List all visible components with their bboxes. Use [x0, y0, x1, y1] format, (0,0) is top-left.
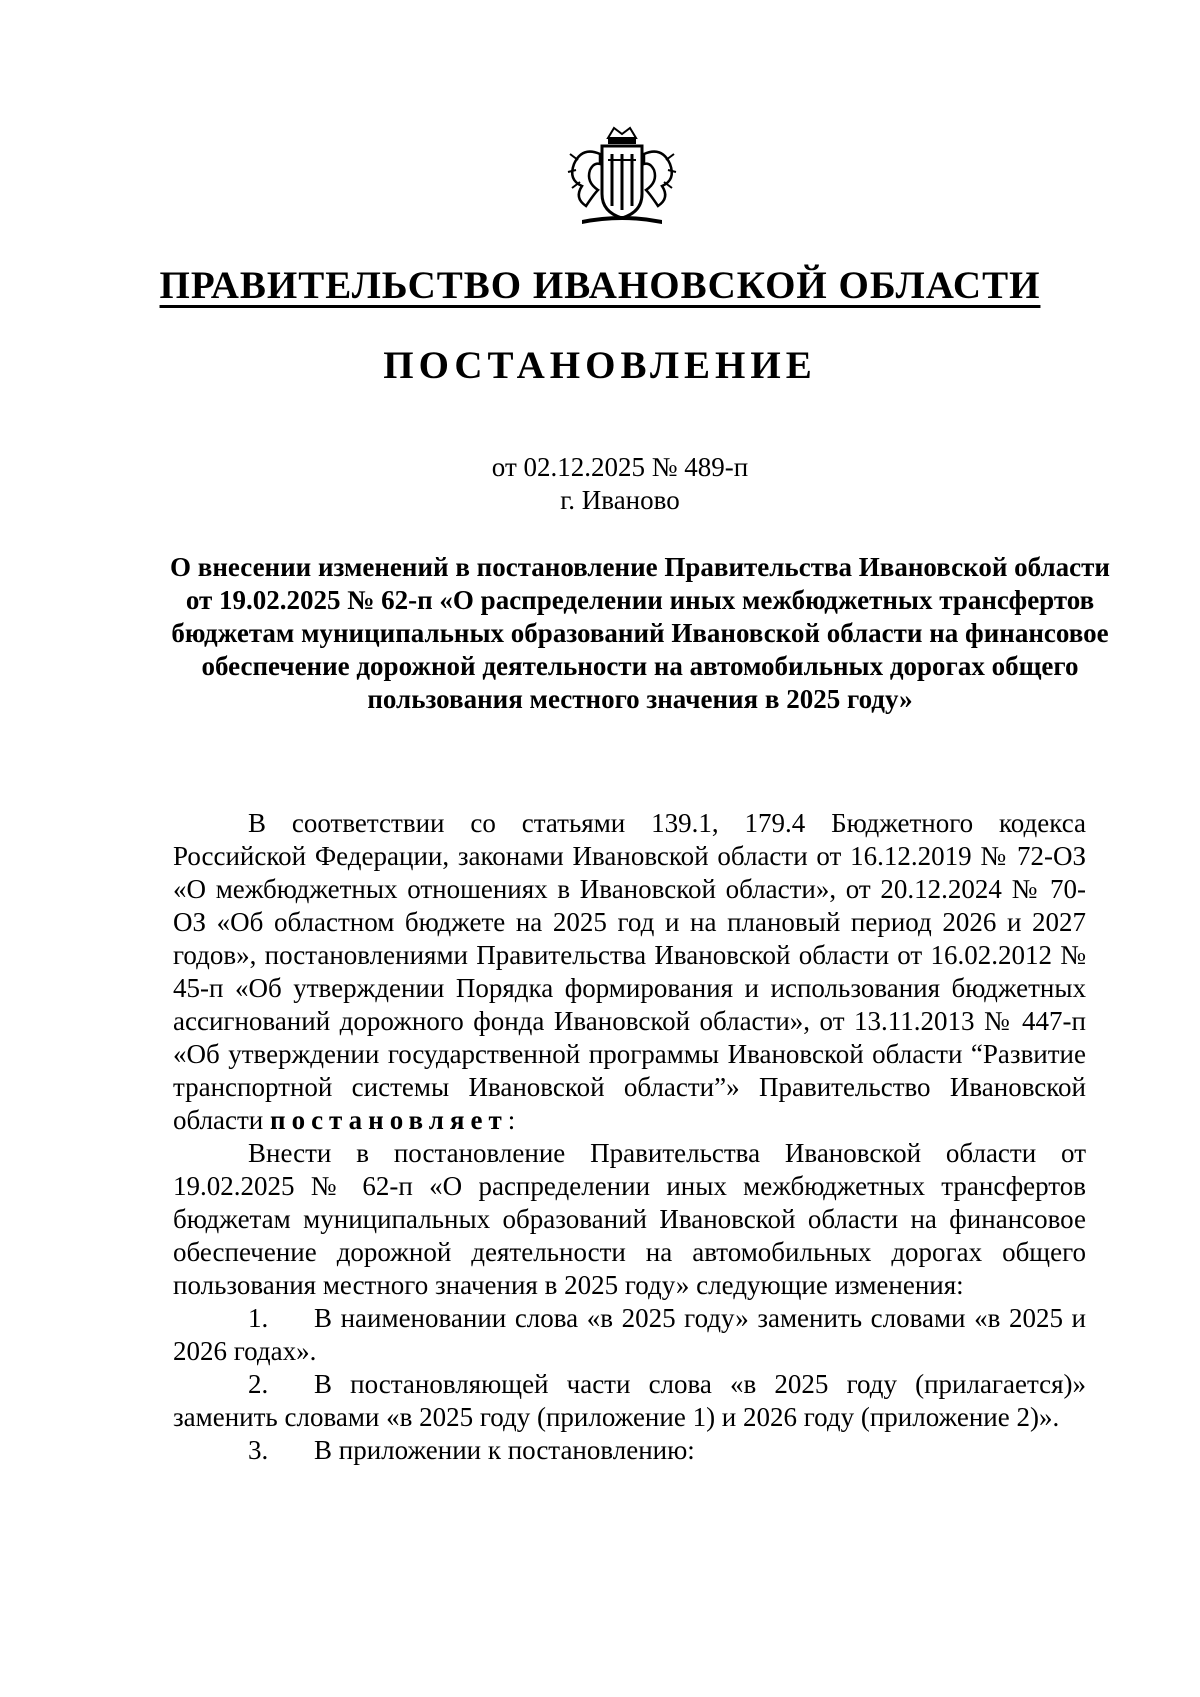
resolves-colon: :: [507, 1105, 516, 1135]
document-meta: [0, 451, 1200, 517]
document-type: ПОСТАНОВЛЕНИЕ: [383, 344, 817, 387]
list-item-number: 1.: [248, 1303, 269, 1333]
coat-of-arms-icon: [564, 124, 680, 228]
government-name: ПРАВИТЕЛЬСТВО ИВАНОВСКОЙ ОБЛАСТИ: [159, 264, 1041, 307]
list-item-number: 2.: [248, 1369, 269, 1399]
document-title: О внесении изменений в постановление Правительства Ивановской области от 19.02.2025 № 62-п «О распределении иных межбюджетных трансфертов бюджетам муниципальных образований Ивановской области на финансовое обеспечение дорожной деятельности на автомобильных дорогах общего пользования местного значения в 2025 году»: [170, 552, 1110, 714]
resolves-word: постановляет: [270, 1105, 508, 1135]
list-item: [173, 1434, 1086, 1467]
list-item-text: В постановляющей части слова «в 2025 году (прилагается)» заменить словами «в 2025 году (приложение 1) и 2026 году (приложение 2)».: [173, 1369, 1086, 1432]
document-body: [173, 807, 1086, 1467]
preamble-text: В соответствии со статьями 139.1, 179.4 Бюджетного кодекса Российской Федерации, законами Ивановской области от 16.12.2019 № 72-ОЗ «О межбюджетных отношениях в Ивановской области», от 20.12.2024 № 70-ОЗ «Об областном бюджете на 2025 год и на плановый период 2026 и 2027 годов», постановлениями Правительства Ивановской области от 16.02.2012 № 45-п «Об утверждении Порядка формирования и использования бюджетных ассигнований дорожного фонда Ивановской области», от 13.11.2013 № 447-п «Об утверждении государственной программы Ивановской области “Развитие транспортной системы Ивановской области”» Правительство Ивановской области: [173, 808, 1086, 1135]
city: г. Иваново: [560, 485, 680, 515]
preamble-paragraph: [173, 807, 1086, 1137]
list-item-text: В приложении к постановлению:: [314, 1435, 695, 1465]
list-item-text: В наименовании слова «в 2025 году» заменить словами «в 2025 и 2026 годах».: [173, 1303, 1086, 1366]
list-item-number: 3.: [248, 1435, 269, 1465]
intro-paragraph: Внести в постановление Правительства Ивановской области от 19.02.2025 № 62-п «О распределении иных межбюджетных трансфертов бюджетам муниципальных образований Ивановской области на финансовое обеспечение дорожной деятельности на автомобильных дорогах общего пользования местного значения в 2025 году» следующие изменения:: [173, 1138, 1086, 1300]
list-item: [173, 1368, 1086, 1434]
date-number: от 02.12.2025 № 489-п: [491, 452, 749, 482]
list-item: [173, 1302, 1086, 1368]
